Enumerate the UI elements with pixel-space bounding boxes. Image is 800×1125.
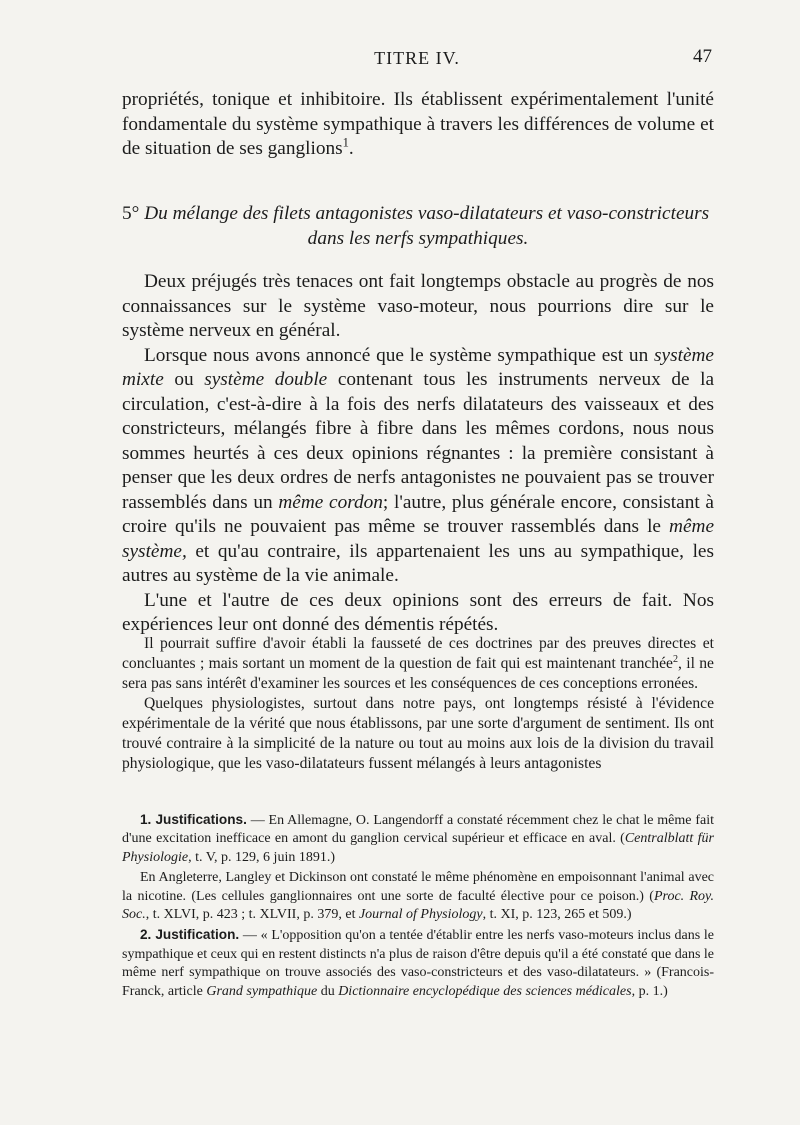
p2-italic-4: même système, (122, 516, 714, 562)
section-title-line1: Du mélange des filets antagonistes vaso-dilatateurs et vaso-constricteurs (144, 203, 710, 224)
fn2-text-c: , p. 1.) (631, 983, 668, 999)
small-paragraph-1 (122, 634, 714, 694)
footnote-ref-2: 2 (672, 653, 679, 665)
footnote-1 (122, 811, 714, 867)
fn1-text-a: — En Allemagne, O. Langendorff a constaté récemment chez le chat le même fait d'une excitation inefficace en amont du ganglion cervical supérieur et efficace en aval. ( (122, 813, 714, 847)
fn1p2-text-a: En Angleterre, Langley et Dickinson ont constaté le même phénomène en empoisonnant l'animal avec la nicotine. (Les cellules ganglionnaires ont une sorte de faculté élective pour ce poison.) ( (122, 870, 714, 904)
fn1p2-italic-1: Proc. Roy. Soc. (122, 888, 714, 923)
section-title-line2: dans les nerfs sympathiques. (307, 227, 529, 249)
fn2-italic-1: Grand sympathique (206, 983, 318, 999)
footnote-ref-1: 1 (342, 135, 349, 150)
p2-italic-2: système double (204, 369, 328, 390)
p2-italic-3: même cordon (278, 491, 383, 513)
paragraph-2 (122, 344, 714, 589)
footnotes (122, 811, 714, 1003)
fn2-text-a: — « L'opposition qu'on a tentée d'établir entre les nerfs vaso-moteurs inclus dans le sympathique et ceux qui en restent distincts n'a plus de raison d'être depuis qu'il a été constaté que dans le même nerf sympathique on trouve associés des vaso-constricteurs et des vaso-dilatateurs. » (Francois-Franck, article (122, 928, 714, 999)
top-paragraph (122, 88, 714, 162)
fn1-italic-1: Centralblatt für Physiologie (122, 831, 714, 865)
top-paragraph-text: propriétés, tonique et inhibitoire. Ils établissent expérimentalement l'unité fondamentale du système sympathique à travers les différences de volume et de situation de ses ganglions (122, 89, 714, 159)
footnote-1-label: 1. Justifications. (140, 812, 247, 827)
small-paragraph-2: Quelques physiologistes, surtout dans notre pays, ont longtemps résisté à l'évidence expérimentale de la vérité que nous établissons, par une sorte d'argument de sentiment. Ils ont trouvé contraire à la simplicité de la nature ou tout au moins aux lois de la division du travail physiologique, que les vaso-dilatateurs fussent mélangés à leurs antagonistes (122, 695, 714, 772)
section-heading (122, 202, 714, 251)
paragraph-1: Deux préjugés très tenaces ont fait longtemps obstacle au progrès de nos connaissances sur le système vaso-moteur, nous pourrions dire sur le système nerveux en général. (122, 271, 714, 341)
footnote-2-label: 2. Justification. (140, 927, 240, 943)
running-title: TITRE IV. (374, 48, 460, 68)
paragraph-3: L'une et l'autre de ces deux opinions sont des erreurs de fait. Nos expériences leur ont donné des démentis répétés. (122, 589, 714, 635)
fn1-text-b: , t. V, p. 129, 6 juin 1891.) (188, 849, 335, 865)
p2-italic-1: système mixte (122, 344, 714, 390)
p2-text-c: contenant tous les instruments nerveux de la circulation, c'est-à-dire à la fois des nerfs dilatateurs des vaisseaux et des constricteurs, mélangés fibre à fibre dans les mêmes cordons, nous nous sommes heurtés à ces deux opinions régnantes : la première consistant à penser que les deux ordres de nerfs antagonistes ne pouvaient pas se trouver rassemblés dans un (122, 369, 715, 513)
page-number: 47 (693, 46, 712, 67)
section-number: 5° (122, 203, 140, 224)
s1-text-b: , il ne sera pas sans intérêt d'examiner les sources et les conséquences de ces conceptions erronées. (122, 655, 714, 692)
p2-text-e: et qu'au contraire, ils appartenaient les uns au sympathique, les autres au système de la vie animale. (122, 540, 714, 586)
p2-text-b: ou (163, 369, 205, 390)
main-body (122, 270, 714, 638)
running-header (122, 46, 712, 72)
small-print-section (122, 634, 714, 774)
p2-text-a: Lorsque nous avons annoncé que le système sympathique est un (144, 344, 655, 366)
top-paragraph-end: . (348, 138, 354, 159)
fn1p2-italic-2: Journal of Physiology (358, 907, 483, 923)
s1-text-a: Il pourrait suffire d'avoir établi la fausseté de ces doctrines par des preuves directes et concluantes ; mais sortant un moment de la question de fait qui est maintenant tranchée (122, 635, 714, 672)
fn1p2-text-b: , t. XLVI, p. 423 ; t. XLVII, p. 379, et (145, 907, 359, 923)
footnote-2 (122, 926, 714, 1001)
fn2-italic-2: Dictionnaire encyclopédique des sciences médicales (338, 983, 632, 999)
fn1p2-text-c: , t. XI, p. 123, 265 et 509.) (482, 907, 632, 923)
fn2-text-b: du (317, 983, 339, 999)
footnote-1-continued (122, 869, 714, 924)
p2-text-d: ; l'autre, plus générale encore, consistant à croire qu'ils ne pouvaient pas même se trouver rassemblés dans le (122, 491, 714, 537)
